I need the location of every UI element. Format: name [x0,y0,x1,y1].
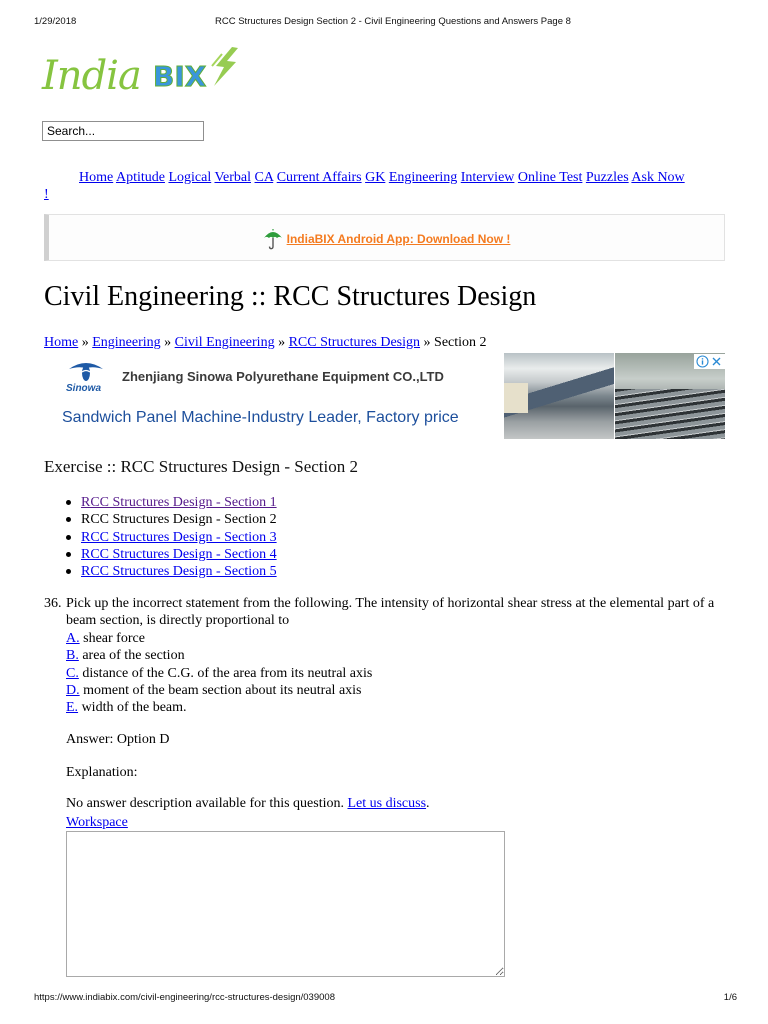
nav-link-puzzles[interactable]: Puzzles [585,170,629,185]
breadcrumb-separator: » [81,335,89,350]
print-url: https://www.indiabix.com/civil-engineering/rcc-structures-design/039008 [34,992,335,1003]
nav-link-ca[interactable]: CA [254,170,274,185]
nav-link-logical[interactable]: Logical [168,170,212,185]
close-icon[interactable] [710,355,723,368]
discuss-link[interactable]: Let us discuss [347,796,427,811]
bullet [66,552,71,557]
print-page-title: RCC Structures Design Section 2 - Civil Engineering Questions and Answers Page 8 [215,16,571,27]
nav-link-engineering[interactable]: Engineering [388,170,458,185]
section-list-item [66,494,277,511]
logo-text-india: India [42,53,141,99]
breadcrumb-separator: » [423,335,431,350]
nav-link-ask-now[interactable]: Ask Now [631,170,685,185]
option-c-text: distance of the C.G. of the area from its neutral axis [82,665,373,681]
section-current-2: RCC Structures Design - Section 2 [81,512,277,528]
umbrella-icon [263,228,283,250]
nav-link-online-test[interactable]: Online Test [517,170,583,185]
option-e-letter[interactable]: E. [66,700,79,716]
app-banner [44,214,725,261]
nav-link-interview[interactable]: Interview [460,170,515,185]
indiabix-logo[interactable] [42,46,242,108]
section-link-1[interactable]: RCC Structures Design - Section 1 [81,495,277,510]
option-d-text: moment of the beam section about its neutral axis [83,683,362,699]
workspace-link[interactable]: Workspace [66,815,128,830]
section-list-item [66,563,277,580]
section-list [66,494,277,580]
option-e [66,699,716,716]
section-link-3[interactable]: RCC Structures Design - Section 3 [81,529,277,545]
breadcrumb [44,334,487,351]
nav-line [44,169,726,186]
bullet [66,569,71,574]
ad-photo-production-line[interactable] [504,353,614,439]
bullet [66,517,71,522]
app-banner-content [263,228,511,250]
print-page-number: 1/6 [723,992,737,1003]
option-e-text: width of the beam. [81,700,187,716]
option-a-text: shear force [83,630,145,646]
sinowa-logo[interactable] [66,360,106,396]
breadcrumb-home[interactable]: Home [44,335,79,350]
nav-link-home[interactable]: Home [79,170,114,185]
option-d-letter[interactable]: D. [66,683,80,699]
option-c [66,665,716,682]
question-number: 36. [44,596,62,611]
nav-link-verbal[interactable]: Verbal [214,170,252,185]
ad-choices [694,354,725,369]
question-block [66,595,716,717]
bullet [66,535,71,540]
section-list-item [66,529,277,546]
breadcrumb-separator: » [164,335,172,350]
breadcrumb-rcc-structures-design[interactable]: RCC Structures Design [288,335,421,350]
explanation-text: No answer description available for this question. [66,796,344,811]
breadcrumb-civil-engineering[interactable]: Civil Engineering [174,335,275,350]
lightning-icon [202,46,242,93]
breadcrumb-separator: » [278,335,286,350]
section-link-4[interactable]: RCC Structures Design - Section 4 [81,546,277,562]
option-d [66,682,716,699]
main-nav [44,169,726,203]
nav-link-aptitude[interactable]: Aptitude [115,170,165,185]
bullet [66,500,71,505]
explanation-period: . [426,796,430,811]
android-app-download-link[interactable]: IndiaBIX Android App: Download Now ! [286,231,511,246]
info-icon[interactable] [696,355,709,368]
section-link-5[interactable]: RCC Structures Design - Section 5 [81,564,277,580]
nav-line-overflow [44,186,726,203]
search-input[interactable] [42,121,204,141]
advertisement[interactable] [56,352,725,440]
ad-tagline[interactable]: Sandwich Panel Machine-Industry Leader, Factory price [62,409,459,426]
section-list-item [66,546,277,563]
nav-link-current-affairs[interactable]: Current Affairs [276,170,362,185]
workspace-textarea[interactable] [66,831,505,977]
breadcrumb-current: Section 2 [434,335,487,350]
explanation-line [66,795,430,812]
option-b [66,647,716,664]
logo-text-bix: BIX [153,60,207,93]
workspace-line [66,814,128,831]
sinowa-logo-text: Sinowa [66,383,102,394]
option-a [66,630,716,647]
answer-line: Answer: Option D [66,732,170,747]
nav-link-gk[interactable]: GK [365,170,386,185]
option-b-text: area of the section [82,648,185,664]
option-b-letter[interactable]: B. [66,648,79,664]
explanation-label: Explanation: [66,765,138,780]
exercise-heading: Exercise :: RCC Structures Design - Section 2 [44,457,358,476]
option-c-letter[interactable]: C. [66,665,79,681]
ad-company-name[interactable]: Zhenjiang Sinowa Polyurethane Equipment CO.,LTD [122,369,444,384]
breadcrumb-engineering[interactable]: Engineering [92,335,161,350]
question-text: Pick up the incorrect statement from the following. The intensity of horizontal shear stress at the elemental part of a beam section, is directly proportional to [66,596,715,629]
option-a-letter[interactable]: A. [66,630,80,646]
nav-link-ask-now-overflow[interactable]: ! [44,187,49,202]
page-title: Civil Engineering :: RCC Structures Design [44,281,537,312]
section-list-item [66,511,277,528]
print-date: 1/29/2018 [34,16,77,27]
